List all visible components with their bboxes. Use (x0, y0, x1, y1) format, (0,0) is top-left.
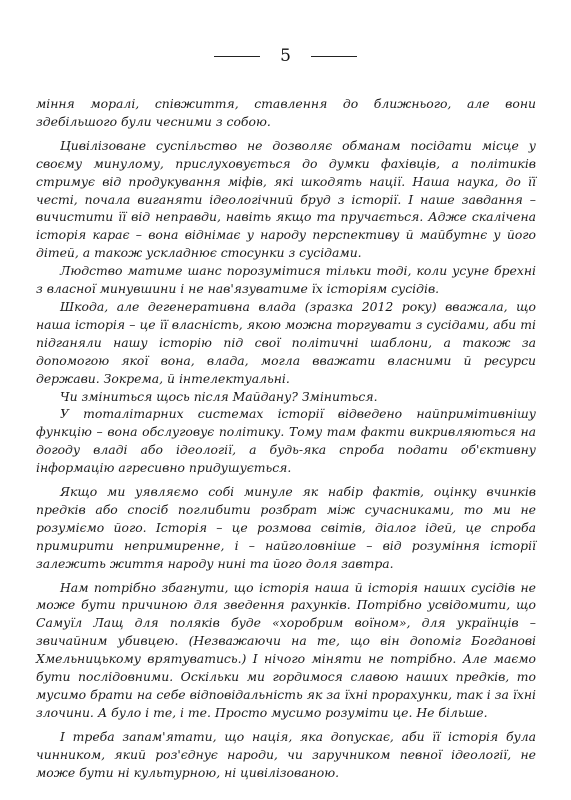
header-rule-right (311, 56, 357, 57)
paragraph: Шкода, але дегенеративна влада (зразка 2012 року) вважала, що наша історія – це її власність, якою можна торгувати з сусідами, аби ті підганяли нашу історію під свої політичні шаблони, а також за допомогою якої вона, влада, могла вважати власними й ресурси держави. Зокрема, й інтелектуальні. (36, 298, 536, 386)
body-text (36, 95, 536, 782)
paragraph: Нам потрібно збагнути, що історія наша й історія наших сусідів не може бути причиною для зведення рахунків. Потрібно усвідомити, що Самуїл Лащ для поляків буде «хоробрим воїном», для українців – звичайним убивцею. (Незважаючи на те, що він допоміг Богданові Хмельницькому врятуватись.) І нічого міняти не потрібно. Але маємо бути послідовними. Оскільки ми гордимося славою наших предків, то мусимо брати на себе відповідальність як за їхні прорахунки, так і за їхні злочини. А було і те, і те. Просто мусимо розуміти це. Не більше. (36, 579, 536, 720)
paragraph: Чи зміниться щось після Майдану? Зміниться. (60, 388, 378, 404)
paragraph: Якщо ми уявляємо собі минуле як набір фактів, оцінку вчинків предків або спосіб поглибити розбрат між сучасниками, то ми не розуміємо його. Історія – це розмова світів, діалог ідей, це спроба примирити непримиренне, і – найголовніше – від розуміння історії залежить життя народу нині та його доля завтра. (36, 484, 536, 571)
paragraph: Цивілізоване суспільство не дозволяє обманам посідати місце у своєму минулому, прислуховується до думки фахівців, а політиків стримує від продукування міфів, які шкодять нації. Наша наука, до її честі, почала виганяти ідеологічний бруд з історії. І наше завдання – вичистити її від неправди, навіть якщо та пручається. Адже скалічена історія карає – вона віднімає у народу перспективу й майбутнє у його дітей, а також ускладнює стосунки з сусідами. (36, 137, 536, 261)
page-number: 5 (280, 46, 291, 66)
header-rule-left (214, 56, 260, 57)
paragraph: І треба запам'ятати, що нація, яка допускає, аби її історія була чинником, який роз'єднує народи, чи заручником певної ідеології, не може бути ні культурною, ні цивілізованою. (36, 728, 536, 780)
page-header (0, 46, 571, 66)
paragraph: міння моралі, співжиття, ставлення до ближнього, але вони здебільшого були чесними з собою. (36, 96, 536, 129)
paragraph: Людство матиме шанс порозумітися тільки тоді, коли усуне брехні з власної минувшини і не нав'язуватиме їх історіям сусідів. (36, 263, 536, 297)
paragraph: У тоталітарних системах історії відведено найпримітивнішу функцію – вона обслуговує політику. Тому там факти викривляються на догоду владі або ідеології, а будь-яка спроба подати об'єктивну інформацію агресивно придушується. (36, 406, 536, 476)
